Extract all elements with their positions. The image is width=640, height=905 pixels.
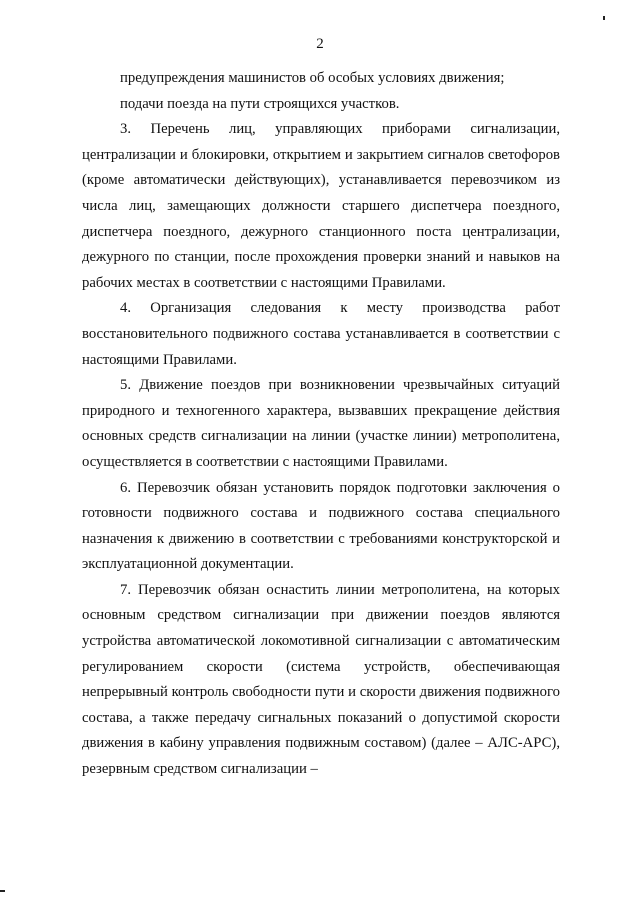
paragraph: 4. Организация следования к месту производства работ восстановительного подвижного состава устанавливается в соответствии с настоящими Правилами. <box>82 300 560 368</box>
paragraph: 6. Перевозчик обязан установить порядок подготовки заключения о готовности подвижного состава и подвижного состава специального назначения к движению в соответствии с требованиями конструкторской и эксплуатационной документации. <box>82 479 560 573</box>
paragraph: 3. Перечень лиц, управляющих приборами сигнализации, централизации и блокировки, открытием и закрытием сигналов светофоров (кроме автоматически действующих), устанавливается перевозчиком из числа лиц, замещающих должности старшего диспетчера поездного, диспетчера поездного, дежурного станционного поста централизации, дежурного по станции, после прохождения проверки знаний и навыков на рабочих местах в соответствии с настоящими Правилами. <box>82 121 560 291</box>
paragraph: подачи поезда на пути строящихся участков. <box>120 95 400 112</box>
paragraph: 5. Движение поездов при возникновении чрезвычайных ситуаций природного и техногенного характера, вызвавших прекращение действия основных средств сигнализации на линии (участке линии) метрополитена, осуществляется в соответствии с настоящими Правилами. <box>82 377 560 470</box>
paragraph: 7. Перевозчик обязан оснастить линии метрополитена, на которых основным средством сигнализации при движении поездов являются устройства автоматической локомотивной сигнализации с автоматическим регулированием скорости (система устройств, обеспечивающая непрерывный контроль свободности пути и скорости движения подвижного состава, а также передачу сигнальных показаний о допустимой скорости движения в кабину управления подвижным составом) (далее – АЛС-АРС), резервным средством сигнализации – <box>82 581 560 778</box>
document-body <box>82 66 560 783</box>
paragraph: предупреждения машинистов об особых условиях движения; <box>120 70 505 86</box>
page-number: 2 <box>316 36 324 52</box>
scan-speck <box>0 890 5 892</box>
scan-speck <box>603 16 605 20</box>
